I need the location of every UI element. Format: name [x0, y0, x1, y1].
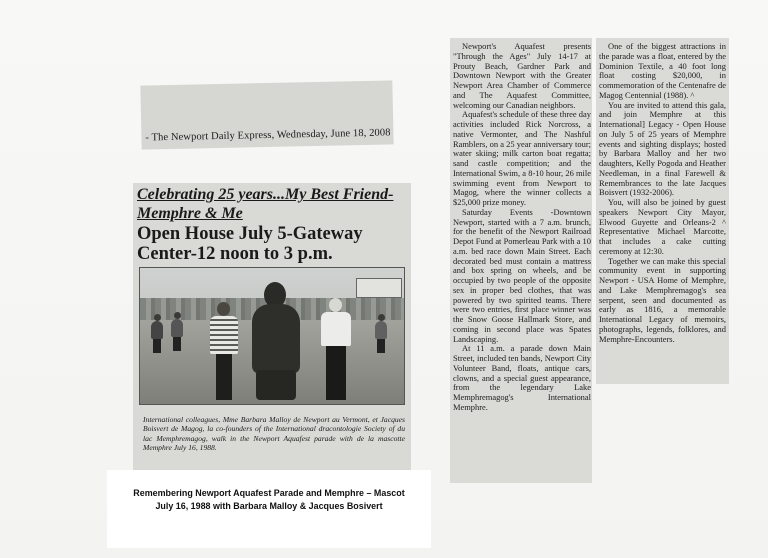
photo-caption: International colleagues, Mme Barbara Malloy de Newport au Vermont, et Jacques Boisvert de Magog, la co-founders of the International dracontologie Society of du lac Memphremagog, walk in the Newport Aquafest parade with de la mascotte Memphre July 16, 1988.	[143, 415, 405, 453]
background-spectator	[150, 314, 164, 354]
article-paragraph: At 11 a.m. a parade down Main Street, included ten bands, Newport City Volunteer Band, floats, antique cars, clowns, and a special guest appearance, from the legendary Lake Memphremagog's International Memphre.	[453, 343, 591, 412]
article-paragraph: One of the biggest attractions in the parade was a float, entered by the Dominion Textile, a 40 foot long float costing $20,000, in commemoration of the Centenafre de Magog Centennial (1988). ^	[599, 41, 726, 100]
article-paragraph: Aquafest's schedule of these three day activities included Rick Norcross, a native Vermonter, and The Nashful Ramblers, on a 25 year anniversary tour; water skiing; milk carton boat regatta; sand castle competition; and the International Swim, a 8-10 hour, 26 mile swimming event from Newport to Magog, where the winner collects a $25,000 prize money.	[453, 109, 591, 207]
headline-celebrating: Celebrating 25 years...My Best Friend-Memphre & Me	[137, 186, 394, 222]
headline-open-house: Open House July 5-Gateway Center-12 noon to 3 p.m.	[137, 224, 363, 264]
article-column-2	[596, 38, 729, 384]
background-spectator	[170, 312, 184, 352]
person-barbara	[204, 302, 244, 405]
article-col1-text	[453, 42, 591, 413]
article-paragraph: You, will also be joined by guest speakers Newport City Mayor, Elwood Guyette and Orleans-2 ^ Representative Michael Marcotte, that includes a cake cutting ceremony at 12:30.	[599, 197, 726, 256]
article-paragraph: Saturday Events -Downtown Newport, started with a 7 a.m. brunch, for the benefit of the Newport Railroad Depot Fund at Pomerleau Park with a 10 a.m. bed race down Main Street. Each decorated bed must contain a mattress and box spring on wheels, and be occupied by two people of the opposite sex in proper bed clothes, that was powered by two spirited teams. There were two entries, first place winner was the Snow Goose Hallmark Store, and coming in second place was Spates Landscaping.	[453, 206, 591, 344]
article-paragraph: You are invited to attend this gala, and join Memphre at this International] Legacy - Open House on July 5 of 25 years of Memphre events and sighting displays; hosted by Barbara Malloy and her two daughters, Kelly Pogoda and Heather Needleman, in a final Farewell & Remembrances to the late Jacques Boisvert (1932-2006).	[599, 99, 726, 198]
photo-sign	[356, 278, 402, 298]
photo-clipping	[133, 183, 411, 497]
parade-photo	[139, 267, 405, 405]
person-jacques	[316, 298, 356, 405]
article-paragraph: Newport's Aquafest presents "Through the Ages" July 14-17 at Prouty Beach, Gardner Park and Downtown Newport with the Greater Newport Area Chamber of Commerce and The Aquafest Committee, welcoming our Canadian neighbors.	[453, 41, 591, 110]
dateline-clipping	[140, 80, 393, 149]
article-paragraph: Together we can make this special community event in supporting Newport - USA Home of Memphre, and Lake Memphremagog's sea serpent, seen and documented as early as 1816, a memorable International Legacy of memoirs, photographs, legends, folklores, and Memphre-Encounters.	[599, 255, 726, 344]
memphre-mascot	[248, 282, 304, 405]
typed-note-text	[118, 487, 419, 513]
article-column-1	[450, 38, 592, 483]
typed-note-line1: Remembering Newport Aquafest Parade and Memphre – Mascot	[133, 488, 405, 499]
article-col2-text	[599, 42, 726, 344]
background-spectator	[374, 314, 388, 354]
typed-note-line2: July 16, 1988 with Barbara Malloy & Jacques Bosivert	[155, 501, 383, 512]
dateline-text: - The Newport Daily Express, Wednesday, June 18, 2008	[145, 127, 391, 144]
typed-note	[107, 470, 431, 548]
